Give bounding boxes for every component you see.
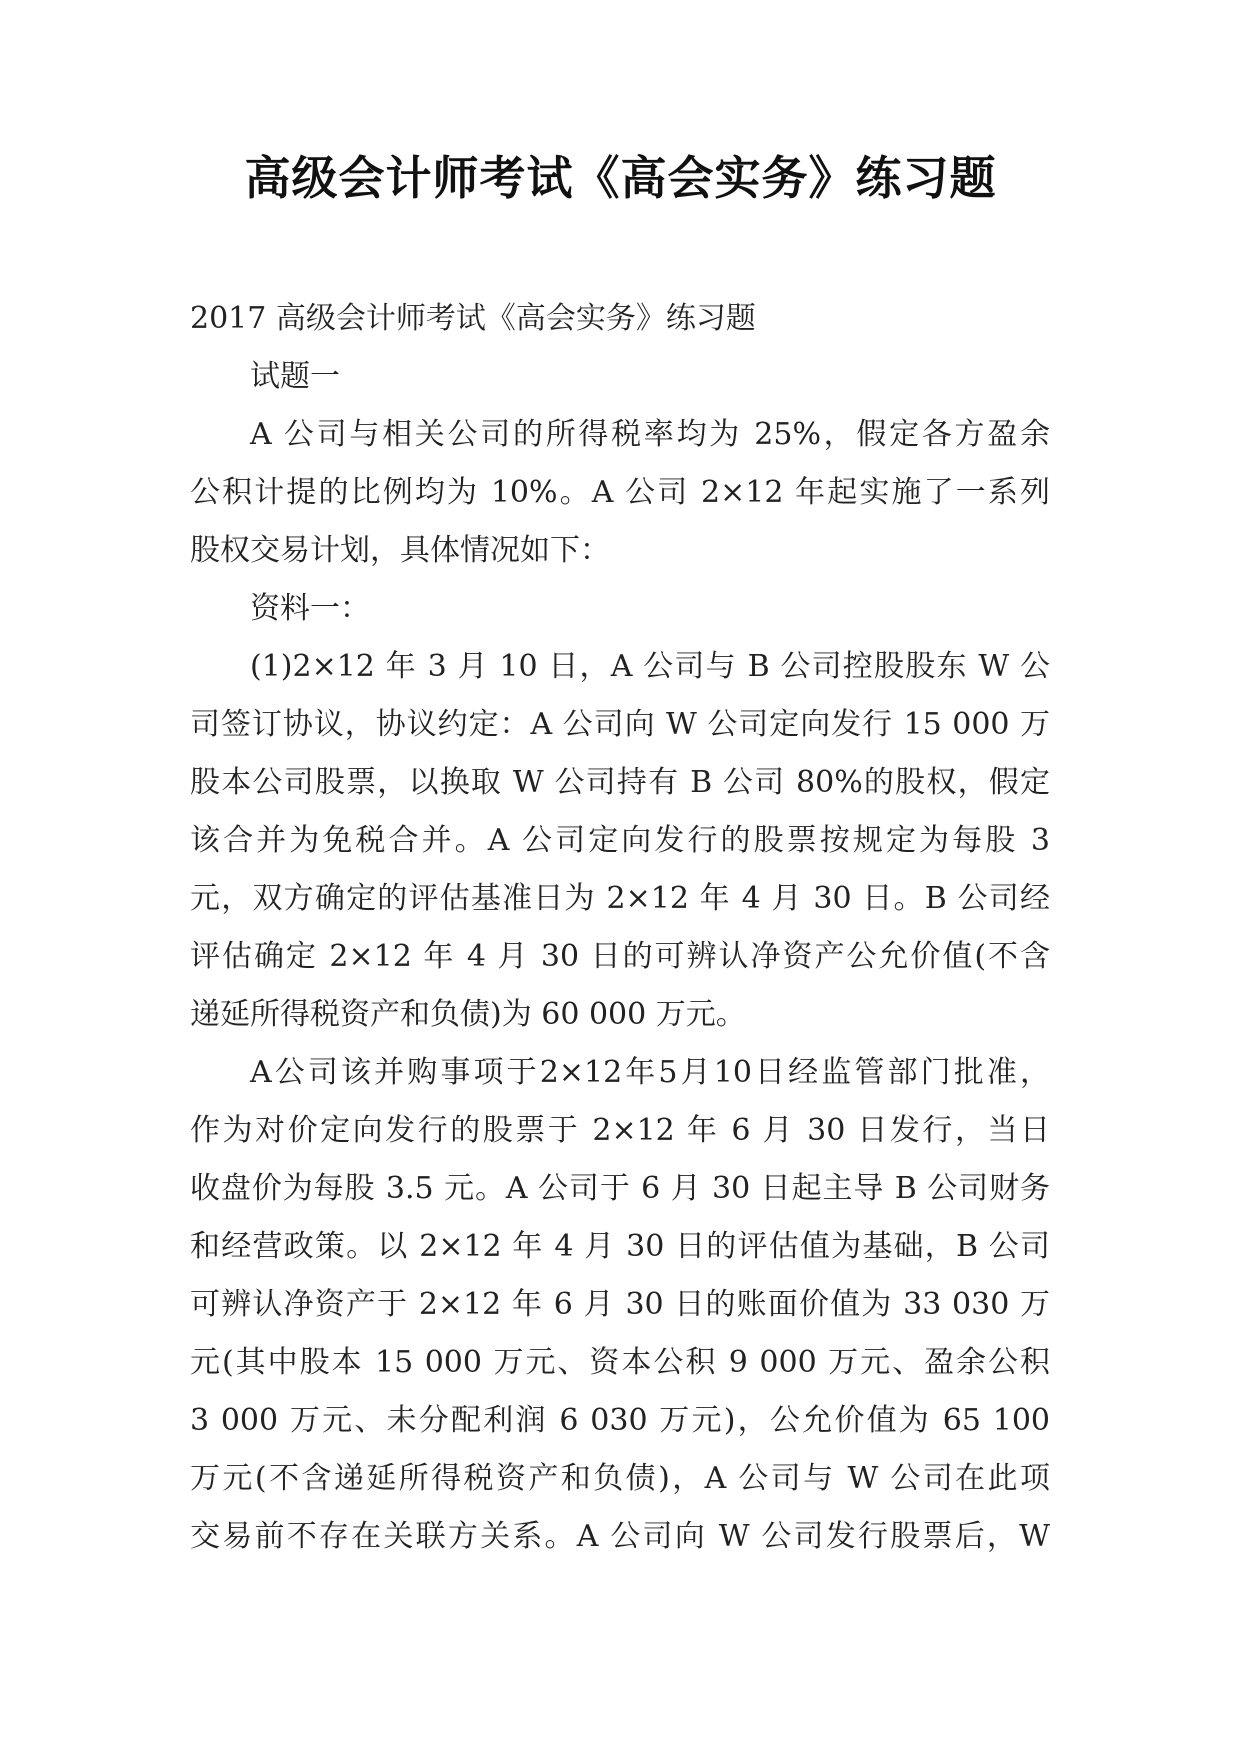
document-body: [190, 290, 1050, 1566]
paragraph-line: 股本公司股票，以换取 W 公司持有 B 公司 80%的股权，假定: [190, 765, 1050, 800]
paragraph-line: 可辨认净资产于 2×12 年 6 月 30 日的账面价值为 33 030 万: [190, 1287, 1050, 1322]
paragraph-line: 司签订协议，协议约定：A 公司向 W 公司定向发行 15 000 万: [190, 707, 1050, 742]
paragraph-line: 万元(不含递延所得税资产和负债)，A 公司与 W 公司在此项: [190, 1461, 1050, 1496]
para2-paragraph: [190, 1044, 1050, 1566]
paragraph-line: A 公司与相关公司的所得税率均为 25%，假定各方盈余: [250, 417, 1050, 452]
paragraph-line: 元，双方确定的评估基准日为 2×12 年 4 月 30 日。B 公司经: [190, 881, 1050, 916]
item1-paragraph: [190, 638, 1050, 1044]
paragraph-line: 作为对价定向发行的股票于 2×12 年 6 月 30 日发行，当日: [190, 1113, 1050, 1148]
paragraph-line: 递延所得税资产和负债)为 60 000 万元。: [190, 997, 746, 1032]
paragraph-line: 收盘价为每股 3.5 元。A 公司于 6 月 30 日起主导 B 公司财务: [190, 1171, 1050, 1206]
paragraph-line: 评估确定 2×12 年 4 月 30 日的可辨认净资产公允价值(不含: [190, 939, 1050, 974]
paragraph-line: 股权交易计划，具体情况如下：: [190, 533, 610, 568]
document-subtitle: 2017 高级会计师考试《高会实务》练习题: [190, 301, 756, 336]
paragraph-line: 该合并为免税合并。A 公司定向发行的股票按规定为每股 3: [190, 823, 1050, 858]
paragraph-line: 公积计提的比例均为 10%。A 公司 2×12 年起实施了一系列: [190, 475, 1050, 510]
paragraph-line: 交易前不存在关联方关系。A 公司向 W 公司发行股票后，W: [190, 1519, 1050, 1554]
material-heading: 资料一：: [250, 591, 370, 626]
paragraph-line: A公司该并购事项于2×12年5月10日经监管部门批准，: [250, 1055, 1050, 1090]
paragraph-line: 3 000 万元、未分配利润 6 030 万元)，公允价值为 65 100: [190, 1403, 1050, 1438]
paragraph-line: 元(其中股本 15 000 万元、资本公积 9 000 万元、盈余公积: [190, 1345, 1050, 1380]
document-title: 高级会计师考试《高会实务》练习题: [244, 151, 997, 205]
paragraph-line: 和经营政策。以 2×12 年 4 月 30 日的评估值为基础，B 公司: [190, 1229, 1050, 1264]
intro-paragraph: [190, 406, 1050, 580]
question-heading: 试题一: [250, 359, 340, 394]
paragraph-line: (1)2×12 年 3 月 10 日，A 公司与 B 公司控股股东 W 公: [250, 649, 1050, 684]
